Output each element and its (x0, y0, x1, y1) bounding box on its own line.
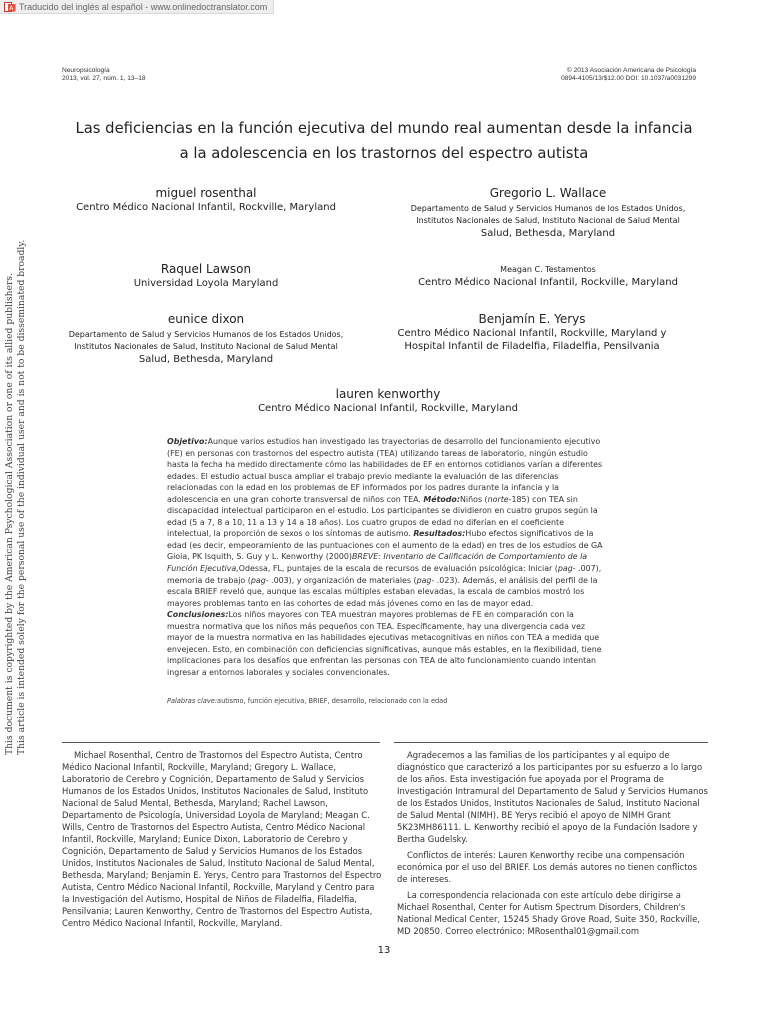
author-name: Meagan C. Testamentos (500, 265, 596, 274)
abstract-conclusions: Los niños mayores con TEA muestran mayores problemas de FE en comparación con la muestra normativa que los niños más pequeños con TEA. Específicamente, hay una divergencia cada vez mayor de la muestra normativa en las habilidades ejecutivas metacognitivas en niños con TEA a medida que envejecen. Esto, en combinación con deficiencias significativas, aunque más estables, en la flexibilidad, tiene implicaciones para los desafíos que enfrentan las personas con TEA de alto funcionamiento cuando intentan ingresar a entornos laborales y sociales convencionales. (167, 610, 602, 677)
author-affiliation: Centro Médico Nacional Infantil, Rockville, Maryland y (397, 328, 667, 339)
article-title-line-2: a la adolescencia en los trastornos del espectro autista (179, 145, 589, 162)
author-name: Benjamín E. Yerys (478, 312, 586, 326)
abstract-method-n: norte (487, 494, 509, 504)
author-affiliation: Salud, Bethesda, Maryland (138, 354, 274, 365)
page-number: 13 (377, 945, 391, 956)
author-affiliation: Universidad Loyola Maryland (133, 278, 279, 289)
footnote-divider-left (62, 742, 380, 743)
author-wallace (392, 186, 704, 240)
author-affiliation: Institutos Nacionales de Salud, Instituto Nacional de Salud Mental (416, 216, 680, 225)
abstract (167, 436, 603, 678)
author-name: lauren kenworthy (335, 387, 441, 401)
footnote-right-column (397, 749, 709, 941)
journal-copyright-block (561, 67, 696, 83)
journal-citation (62, 67, 146, 83)
author-affiliation: Departamento de Salud y Servicios Humanos de los Estados Unidos, (68, 330, 344, 339)
abstract-results-brief: BREVE: Inventario de Calificación de Comportamiento de la Función Ejecutiva, (167, 552, 588, 574)
keywords (167, 697, 603, 706)
abstract-results: - .003), y organización de materiales ( (265, 575, 417, 585)
footnote-affiliations: Michael Rosenthal, Centro de Trastornos del Espectro Autista, Centro Médico Nacional Infantil, Rockville, Maryland; Gregory L. Wallace, Laboratorio de Cerebro y Cognición, Departamento de Salud y Servicios Humanos de los Estados Unidos, Institutos Nacionales de Salud, Instituto Nacional de Salud Mental, Bethesda, Maryland; Rachel Lawson, Departamento de Psicología, Universidad Loyola de Maryland; Meagan C. Wills, Centro de Trastornos del Espectro Autista, Centro Médico Nacional Infantil, Rockville, Maryland; Eunice Dixon, Laboratorio de Cerebro y Cognición, Departamento de Salud y Servicios Humanos de los Estados Unidos, Institutos Nacionales de Salud, Instituto Nacional de Salud Mental, Bethesda, Maryland; Benjamin E. Yerys, Centro para Trastornos del Espectro Autista, Centro Médico Nacional Infantil, Rockville, Maryland y Centro para la Investigación del Autismo, Hospital de Niños de Filadelfia, Filadelfia, Pensilvania; Lauren Kenworthy, Centro de Trastornos del Espectro Autista, Centro Médico Nacional Infantil, Rockville, Maryland. (62, 750, 382, 928)
doc-translator-logo-icon (4, 2, 16, 12)
abstract-results-label: Resultados: (413, 529, 466, 539)
translator-banner[interactable] (0, 0, 274, 14)
article-title (40, 118, 728, 165)
footnote-correspondence: La correspondencia relacionada con este artículo debe dirigirse a Michael Rosenthal, Center for Autism Spectrum Disorders, Children's National Medical Center, 15245 Shady Grove Road, Suite 350, Rockville, MD 20850. Correo electrónico: MRosenthal01@gmail.com (397, 890, 700, 936)
abstract-method: Niños ( (460, 494, 488, 504)
author-lawson (62, 262, 350, 290)
journal-volume: 2013, vol. 27, núm. 1, 13–18 (62, 75, 146, 82)
svg-text:A: A (9, 5, 14, 12)
author-affiliation: Centro Médico Nacional Infantil, Rockville, Maryland (258, 403, 518, 414)
abstract-method: -185) con TEA sin discapacidad intelectual participaron en el estudio. Los participantes se dividieron en cuatro grupos según la edad (5 a 7, 8 a 10, 11 a 13 y 14 a 18 años). Los cuatro grupos de edad no diferían en el coeficiente intelectual, la proporción de sexos o los síntomas de autismo. (167, 494, 598, 539)
abstract-pag: pag (557, 564, 573, 574)
author-affiliation: Centro Médico Nacional Infantil, Rockville, Maryland (418, 277, 678, 288)
author-yerys (392, 312, 672, 353)
copyright-notice (4, 239, 38, 755)
footnote-acknowledgements: Agradecemos a las familias de los participantes y al equipo de diagnóstico que caracterizó a los participantes por su esfuerzo a lo largo de los años. Esta investigación fue apoyada por el Programa de Investigación Intramural del Departamento de Salud y Servicios Humanos de los Estados Unidos, Institutos Nacionales de Salud, Instituto Nacional de Salud Mental (NIMH). BE Yerys recibió el apoyo de NIMH Grant 5K23MH86111. L. Kenworthy recibió el apoyo de la Fundación Isadore y Bertha Gudelsky. (397, 750, 708, 844)
abstract-objective-label: Objetivo: (167, 437, 208, 446)
author-affiliation: Centro Médico Nacional Infantil, Rockville, Maryland (76, 202, 336, 213)
author-kenworthy (200, 387, 576, 415)
abstract-conclusions-label: Conclusiones: (167, 610, 229, 620)
author-name: eunice dixon (167, 312, 245, 326)
keywords-text: autismo, función ejecutiva, BRIEF, desarrollo, relacionado con la edad (217, 697, 448, 705)
abstract-results: - .007), memoria de trabajo ( (167, 564, 602, 585)
keywords-label: Palabras clave: (167, 697, 218, 705)
abstract-results: Hubo efectos significativos de la edad (es decir, empeoramiento de las puntuaciones con el aumento de la edad) en tres de los estudios de GA Gioia, PK Isquith, S. Guy y L. Kenworthy (2000) (167, 529, 603, 562)
author-dixon (62, 312, 350, 366)
author-affiliation: Departamento de Salud y Servicios Humanos de los Estados Unidos, (410, 204, 686, 213)
author-rosenthal (62, 186, 350, 214)
footnote-divider-right (394, 742, 708, 743)
abstract-results: Odessa, FL, puntajes de la escala de recursos de evaluación psicológica: Iniciar ( (238, 564, 558, 574)
translator-banner-text[interactable]: Traducido del inglés al español - www.onlinedoctranslator.com (19, 2, 268, 12)
article-title-line-1: Las deficiencias en la función ejecutiva del mundo real aumentan desde la infancia (75, 120, 693, 137)
author-wills (392, 264, 704, 289)
author-name: Raquel Lawson (160, 262, 252, 276)
journal-doi: 0894-4105/13/$12.00 DOI: 10.1037/a0031299 (561, 75, 696, 82)
author-name: Gregorio L. Wallace (489, 186, 607, 200)
journal-name: Neuropsicología (62, 67, 110, 74)
author-affiliation: Institutos Nacionales de Salud, Instituto Nacional de Salud Mental (74, 342, 338, 351)
author-affiliation: Salud, Bethesda, Maryland (480, 228, 616, 239)
abstract-pag: pag (416, 575, 432, 585)
footnote-conflicts: Conflictos de interés: Lauren Kenworthy recibe una compensación económica por el uso del BRIEF. Los demás autores no tienen conflictos de intereses. (397, 850, 697, 884)
author-affiliation: Hospital Infantil de Filadelfia, Filadelfia, Pensilvania (404, 341, 660, 352)
journal-copyright: © 2013 Asociación Americana de Psicología (566, 67, 696, 74)
author-name: miguel rosenthal (155, 186, 257, 200)
abstract-results: - .023). Además, el análisis del perfil de la escala BRIEF reveló que, aunque las escalas múltiples estaban elevadas, la escala de cambios mostró los mayores problemas tanto en las cohortes de edad más jóvenes como en las de mayor edad. (167, 575, 598, 608)
copyright-notice-line-2: This article is intended solely for the personal use of the individual user and is not to be disseminated broadly. (16, 239, 27, 755)
copyright-notice-line-1: This document is copyrighted by the American Psychological Association or one of its allied publishers. (4, 272, 15, 755)
abstract-objective: Aunque varios estudios han investigado las trayectorias de desarrollo del funcionamiento ejecutivo (FE) en personas con trastornos del espectro autista (TEA) utilizando tareas de laboratorio, ningún estudio hasta la fecha ha medido directamente cómo las habilidades de EF en entornos cotidianos varían a diferentes edades. El estudio actual busca ampliar el trabajo previo mediante la evaluación de las diferencias relacionadas con la edad en los problemas de EF informados por los padres durante la infancia y la adolescencia en una gran cohorte transversal de niños con TEA. (167, 437, 603, 504)
abstract-method-label: Método: (423, 494, 461, 504)
abstract-pag: pag (250, 575, 266, 585)
